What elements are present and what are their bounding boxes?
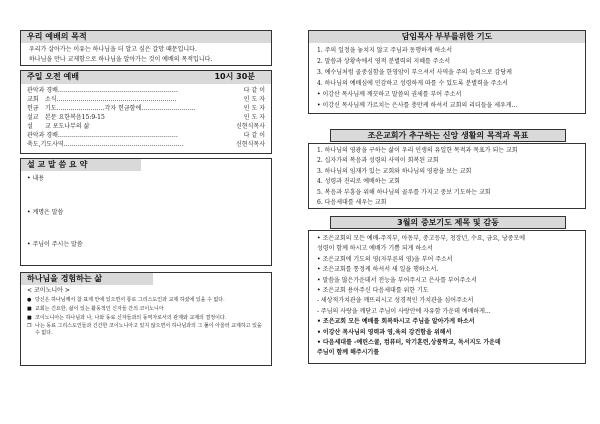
sermon-summary-item — [27, 241, 83, 249]
worship-order-row — [21, 140, 271, 149]
worship-order-row — [21, 86, 271, 95]
order-middle: …………………………………………………… — [63, 141, 184, 148]
march-prayer-item: • 조은교회 모든 예배를 회복하시고 주님을 알아가게 하소서 — [317, 318, 475, 326]
sermon-summary-text: 계명은 말씀 — [32, 209, 64, 216]
order-label: 교회 — [27, 96, 39, 103]
sunday-worship-header — [21, 71, 271, 84]
worship-purpose-body — [21, 43, 271, 66]
order-label: 관악과 경배 — [27, 87, 58, 94]
worship-purpose-title: 우리 예배의 목적 — [21, 31, 271, 43]
march-prayer-item: • 조은교회의 모든 예배-주직부, 아동부, 중고등부, 청장년, 수요, 금요, 낭중모에 — [317, 235, 526, 242]
march-prayer-item: - 세상적가치관을 깨뜨리시고 성경적인 가치관을 심어주소서 — [317, 297, 474, 305]
experience-subtitle: < 코이노니아 > — [27, 287, 70, 294]
march-prayer-item: • 조은교회를 통정케 하셔서 새 일을 행하소서. — [317, 266, 439, 274]
sermon-summary-item — [27, 209, 63, 217]
church-goal-item: 6. 다음세대를 세우는 교회 — [317, 198, 387, 206]
order-right: 다 같 이 — [243, 87, 265, 94]
church-goal-item: 4. 성령과 진리로 예배하는 교회 — [317, 178, 400, 186]
pastor-prayer-item: • 이강신 목사님께 가르치는 은사를 충만케 하셔서 교회의 리더들을 세우게... — [317, 102, 518, 109]
experience-section — [20, 272, 272, 366]
pastor-prayer-item: • 이강산 목사님께 깨끗하고 말씀의 권세를 부어 주소서 — [317, 91, 462, 98]
bullet-icon: • — [27, 175, 33, 182]
march-prayer-item: 성령이 함께 하시고 예배가 기쁨 되게 하소서 — [317, 245, 433, 253]
experience-text: 코이노니아는 하나님과 나, 나와 동료 신자들과의 동역자로서의 관계와 교제의 결정이다. — [35, 314, 227, 321]
sunday-worship-time: 10시 30분 — [214, 72, 255, 81]
order-label: 설 — [27, 123, 33, 130]
order-right: 인 도 자 — [243, 114, 265, 121]
march-prayer-item: • 이강산 목사님의 영력과 영,육의 강건함을 위해서 — [317, 328, 452, 336]
square-bullet-icon: ■ — [27, 305, 32, 312]
square-bullet-icon: ■ — [27, 314, 32, 321]
pastor-prayer-item: 2. 말씀과 상황속에서 영적 분별력의 지혜를 주소서 — [317, 58, 451, 65]
pastor-prayer-title: 담임목사 부부를위한 기도 — [309, 31, 585, 43]
march-prayer-item: • 다음세대를 -예린스쿨, 컴퓨터, 악기훈련,상품학교, 독서지도 가운데 — [317, 338, 501, 346]
experience-item — [27, 323, 265, 337]
order-middle: 소식…………………………………………………… — [45, 96, 177, 103]
sunday-worship-title: 주일 오전 예배 — [27, 72, 79, 81]
experience-text: 교회는 긴요한, 삶이 있는 활동적인 신자들 간의 코이노니아 — [35, 305, 164, 312]
church-goal-list — [309, 144, 585, 210]
sermon-summary-item — [27, 175, 44, 183]
order-right: 신현식목사 — [236, 141, 265, 148]
checkbox-bullet-icon: ❒ — [27, 323, 32, 330]
march-prayer-list — [309, 231, 585, 362]
sermon-summary-title: 설 교 말 씀 요 약 — [21, 159, 141, 171]
march-prayer-item: • 조은교회에 기도의 영(자부른의 영)을 부어 주소서 — [317, 255, 453, 263]
worship-order-row — [21, 131, 271, 140]
pastor-prayer-section — [308, 30, 586, 114]
worship-order-row — [21, 104, 271, 113]
march-prayer-item: • 조은교회 용아주신 다음세대를 위한 기도 — [317, 286, 429, 294]
sunday-worship-section — [20, 70, 272, 154]
experience-item — [27, 297, 265, 304]
bullet-icon: ● — [27, 297, 32, 304]
church-goal-section — [308, 143, 586, 209]
bullet-icon: • — [27, 241, 33, 248]
order-middle: …………………………………………………… — [57, 87, 178, 94]
church-goal-item: 2. 십자가의 복음과 성령의 사역이 회복된 교회 — [317, 157, 439, 165]
experience-item — [27, 306, 265, 313]
order-middle: 본문 요한복음15:9-15 — [45, 114, 105, 121]
order-right: 신현식목사 — [236, 123, 265, 130]
sermon-summary-section — [20, 158, 272, 266]
order-middle: 기도……………………각자 헌금함에……………………… — [45, 105, 196, 112]
order-right: 인 도 자 — [243, 105, 265, 112]
march-prayer-item: • 말씀을 많은가운데서 전능을 부어주시고 은사를 부어주소서 — [317, 276, 477, 284]
experience-list — [21, 297, 271, 337]
march-prayer-item: - 주님의 사랑을 깨닫고 주님이 사랑안에 자유함 가운데 예배하게... — [317, 307, 491, 315]
worship-order-row — [21, 113, 271, 122]
worship-order-row — [21, 95, 271, 104]
church-goal-item: 1. 하나님의 영광을 구하는 삶이 우리 인생의 유일한 목적과 목표가 되는 교회 — [317, 147, 518, 154]
experience-item — [27, 315, 265, 322]
worship-purpose-section — [20, 30, 272, 66]
march-prayer-section — [308, 230, 586, 364]
church-goal-item: 5. 복음과 부흥을 위해 하나님의 골루를 가지고 중보 기도하는 교회 — [317, 188, 491, 196]
order-right: 다 같 이 — [243, 132, 265, 139]
order-label: 축도,기도사역 — [27, 141, 64, 148]
order-label: 관악과 경배 — [27, 132, 58, 139]
worship-purpose-line: 우리가 살아가는 이유는 하나님을 더 알고 싶은 갈망 때문입니다. — [29, 46, 197, 53]
bullet-icon: • — [27, 209, 33, 216]
order-label: 설교 — [27, 114, 39, 121]
pastor-prayer-item: 1. 주의 일정을 놓치지 않고 주님과 동행하게 하소서 — [317, 47, 452, 54]
pastor-prayer-list — [309, 43, 585, 113]
worship-purpose-line: 하나님을 만나 교제함으로 하나님을 알아가는 것이 예배의 목적입니다. — [29, 55, 213, 63]
experience-text: 나는 동료 그리스도인들과 긴간한 코이노니아고 있지 않으면서 하나님과의 그 풀이 아울러 교제하고 있을 수 없다. — [35, 323, 262, 337]
order-right: 인 도 자 — [243, 96, 265, 103]
church-goal-title: 조은교회가 추구하는 신앙 생활의 목적과 목표 — [330, 129, 566, 142]
worship-order-row — [21, 122, 271, 131]
sermon-summary-text: 주님이 주시는 말씀 — [32, 241, 83, 248]
order-label: 헌금 — [27, 105, 39, 112]
pastor-prayer-item: 3. 예수님처럼 골중심함을 한영암이 부으셔서 사역을 주의 능력으로 감당케 — [317, 69, 512, 76]
march-prayer-title: 3월의 중보기도 제목 및 감동 — [330, 216, 566, 229]
experience-text: 당신은 하나님께서 참 표제 안에 있으면서 통로 그리스도인과 교제 하셨에 있을 수 없다. — [35, 297, 225, 304]
order-middle: …………………………………………………… — [57, 132, 178, 139]
sermon-summary-text: 내용 — [32, 175, 45, 182]
march-prayer-item: 주님이 함께 해주시기를 — [317, 349, 380, 357]
church-goal-item: 3. 하나님의 임재가 있는 교회와 하나님의 영광을 보는 교회 — [317, 167, 472, 175]
order-middle: 교 포도나무의 삶 — [45, 123, 90, 130]
worship-order-list — [21, 84, 271, 149]
experience-title: 하나님을 경험하는 삶 — [21, 273, 153, 285]
pastor-prayer-item: 4. 하나님의 예배심에 민감하고 성령하게 따를 수 있도록 분별력을 주소서 — [317, 80, 508, 87]
